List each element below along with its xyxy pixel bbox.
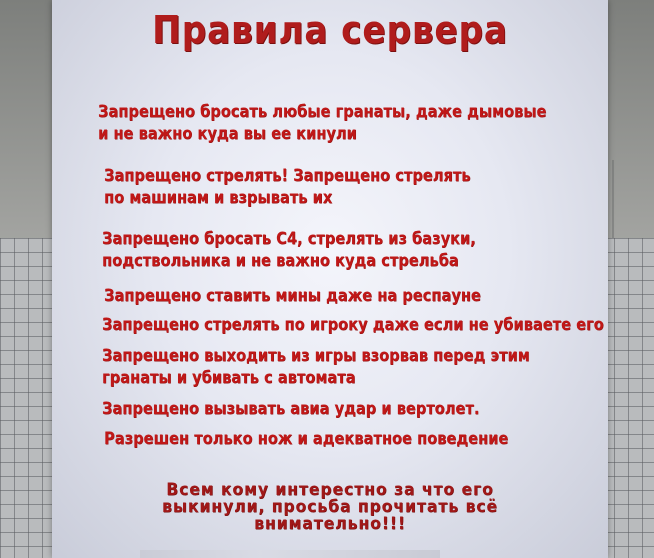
rule-line: подствольника и не важно куда стрельба: [102, 251, 459, 271]
rules-footer-note: [74, 482, 586, 533]
rule-line: Запрещено вызывать авиа удар и вертолет.: [102, 399, 480, 419]
rule-line: Разрешен только нож и адекватное поведение: [104, 429, 509, 449]
footer-line: выкинули, просьба прочитать всё: [161, 497, 499, 517]
rule-item: [102, 314, 604, 336]
board-bottom-edge: [140, 550, 440, 558]
rule-line: Запрещено выходить из игры взорвав перед этим: [102, 346, 530, 366]
rule-item: [102, 228, 476, 272]
rule-item: [98, 101, 546, 145]
background-building-right: [600, 238, 654, 558]
rule-item: [104, 285, 481, 307]
rule-line: по машинам и взрывать их: [104, 188, 333, 208]
rule-line: Запрещено ставить мины даже на респауне: [104, 286, 481, 306]
rules-title: Правила сервера: [152, 8, 508, 52]
rule-item: [102, 345, 530, 389]
footer-line: внимательно!!!: [254, 514, 406, 534]
rule-line: Запрещено бросать любые гранаты, даже дымовые: [98, 102, 547, 122]
rule-item: [104, 165, 471, 209]
rule-line: и не важно куда вы ее кинули: [98, 124, 357, 144]
rule-item: [102, 398, 479, 420]
rule-line: Запрещено стрелять по игроку даже если не убиваете его: [102, 315, 604, 335]
background-crane: [612, 160, 654, 240]
rule-line: Запрещено стрелять! Запрещено стрелять: [104, 166, 471, 186]
rule-line: гранаты и убивать с автомата: [102, 368, 356, 388]
rule-item: [104, 428, 508, 450]
footer-line: Всем кому интерестно за что его: [166, 480, 494, 500]
rule-line: Запрещено бросать С4, стрелять из базуки,: [102, 229, 476, 249]
server-rules-board: [52, 0, 608, 558]
